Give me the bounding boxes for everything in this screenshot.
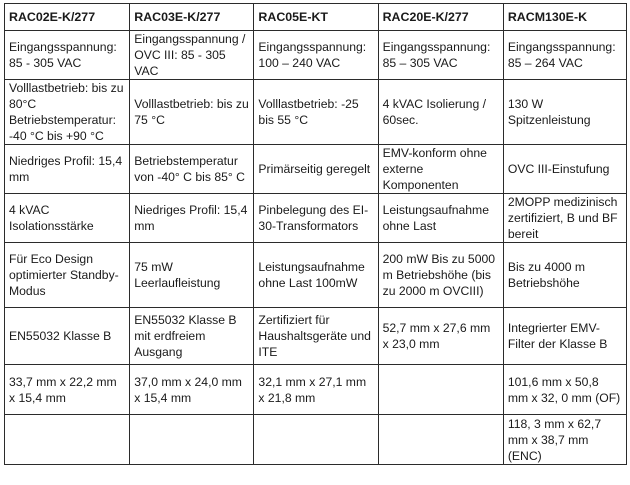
table-cell: Volllastbetrieb: -25 bis 55 °C bbox=[254, 80, 378, 145]
table-cell: 75 mW Leerlaufleistung bbox=[130, 243, 254, 308]
table-cell: Eingangsspannung: 85 – 305 VAC bbox=[378, 31, 503, 80]
table-cell: OVC III-Einstufung bbox=[503, 145, 626, 194]
table-cell: Leistungsaufnahme ohne Last bbox=[378, 194, 503, 243]
header-cell: RACM130E-K bbox=[503, 4, 626, 31]
table-cell: EMV-konform ohne externe Komponenten bbox=[378, 145, 503, 194]
table-row bbox=[5, 145, 627, 194]
table-cell: Betriebstemperatur von -40° C bis 85° C bbox=[130, 145, 254, 194]
header-cell: RAC02E-K/277 bbox=[5, 4, 130, 31]
table-cell: 37,0 mm x 24,0 mm x 15,4 mm bbox=[130, 365, 254, 415]
header-cell: RAC05E-KT bbox=[254, 4, 378, 31]
table-row bbox=[5, 80, 627, 145]
table-cell: Leistungsaufnahme ohne Last 100mW bbox=[254, 243, 378, 308]
table-cell bbox=[378, 365, 503, 415]
table-cell: EN55032 Klasse B bbox=[5, 308, 130, 365]
table-cell: 4 kVAC Isolationsstärke bbox=[5, 194, 130, 243]
table-cell: Zertifiziert für Haushaltsgeräte und ITE bbox=[254, 308, 378, 365]
table-row bbox=[5, 31, 627, 80]
table-cell: Eingangsspannung / OVC III: 85 - 305 VAC bbox=[130, 31, 254, 80]
table-cell bbox=[5, 415, 130, 465]
table-cell: Eingangsspannung: 100 – 240 VAC bbox=[254, 31, 378, 80]
table-cell: 33,7 mm x 22,2 mm x 15,4 mm bbox=[5, 365, 130, 415]
table-cell: Primärseitig geregelt bbox=[254, 145, 378, 194]
table-cell: Für Eco Design optimierter Standby-Modus bbox=[5, 243, 130, 308]
header-cell: RAC03E-K/277 bbox=[130, 4, 254, 31]
header-row bbox=[5, 4, 627, 31]
table-cell: 32,1 mm x 27,1 mm x 21,8 mm bbox=[254, 365, 378, 415]
table-row bbox=[5, 365, 627, 415]
table-cell: Integrierter EMV-Filter der Klasse B bbox=[503, 308, 626, 365]
table-cell: Volllastbetrieb: bis zu 75 °C bbox=[130, 80, 254, 145]
table-cell: 130 W Spitzenleistung bbox=[503, 80, 626, 145]
table-cell: 200 mW Bis zu 5000 m Betriebshöhe (bis zu 2000 m OVCIII) bbox=[378, 243, 503, 308]
table-cell: Niedriges Profil: 15,4 mm bbox=[130, 194, 254, 243]
table-cell: Eingangsspannung: 85 - 305 VAC bbox=[5, 31, 130, 80]
table-cell: 101,6 mm x 50,8 mm x 32, 0 mm (OF) bbox=[503, 365, 626, 415]
table-cell: Niedriges Profil: 15,4 mm bbox=[5, 145, 130, 194]
spec-table bbox=[4, 3, 627, 465]
table-row bbox=[5, 243, 627, 308]
table-cell bbox=[378, 415, 503, 465]
table-cell: 4 kVAC Isolierung / 60sec. bbox=[378, 80, 503, 145]
table-row bbox=[5, 194, 627, 243]
table-cell: Eingangsspannung: 85 – 264 VAC bbox=[503, 31, 626, 80]
table-cell: Pinbelegung des EI-30-Transformators bbox=[254, 194, 378, 243]
table-cell: EN55032 Klasse B mit erdfreiem Ausgang bbox=[130, 308, 254, 365]
table-cell bbox=[254, 415, 378, 465]
table-cell bbox=[130, 415, 254, 465]
table-cell: 118, 3 mm x 62,7 mm x 38,7 mm (ENC) bbox=[503, 415, 626, 465]
table-cell: 52,7 mm x 27,6 mm x 23,0 mm bbox=[378, 308, 503, 365]
table-row bbox=[5, 308, 627, 365]
table-cell: Volllastbetrieb: bis zu 80°C Betriebstemperatur: -40 °C bis +90 °C bbox=[5, 80, 130, 145]
table-row bbox=[5, 415, 627, 465]
table-cell: 2MOPP medizinisch zertifiziert, B und BF bereit bbox=[503, 194, 626, 243]
table-cell: Bis zu 4000 m Betriebshöhe bbox=[503, 243, 626, 308]
header-cell: RAC20E-K/277 bbox=[378, 4, 503, 31]
